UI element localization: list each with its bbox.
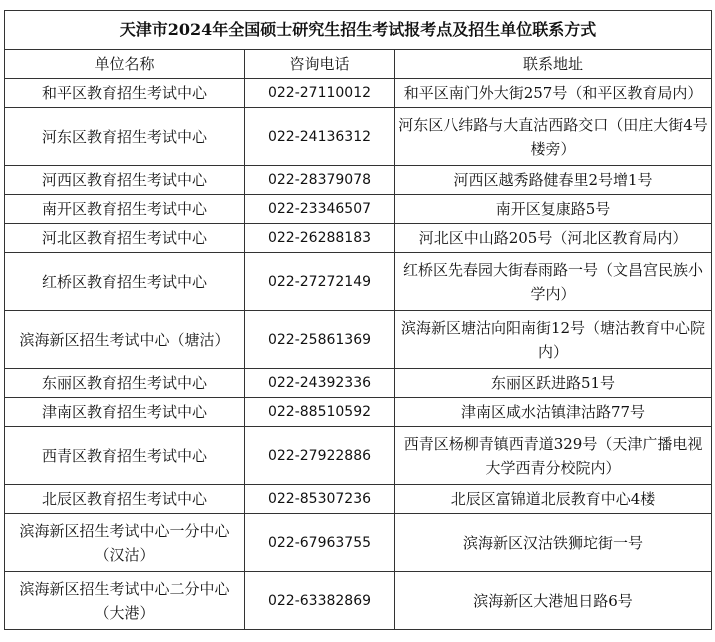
address: 东丽区跃进路51号	[395, 369, 712, 398]
address: 河北区中山路205号（河北区教育局内）	[395, 224, 712, 253]
address: 南开区复康路5号	[395, 195, 712, 224]
address: 河西区越秀路健春里2号增1号	[395, 166, 712, 195]
phone-number: 022-67963755	[245, 514, 395, 572]
table-row	[5, 514, 712, 572]
address: 和平区南门外大街257号（和平区教育局内）	[395, 79, 712, 108]
address: 滨海新区汉沽铁狮坨街一号	[395, 514, 712, 572]
table-title: 天津市2024年全国硕士研究生招生考试报考点及招生单位联系方式	[5, 11, 712, 50]
table-row	[5, 369, 712, 398]
phone-number: 022-24136312	[245, 108, 395, 166]
table-row	[5, 166, 712, 195]
address: 滨海新区大港旭日路6号	[395, 572, 712, 630]
table-row	[5, 485, 712, 514]
unit-name: 西青区教育招生考试中心	[5, 427, 245, 485]
phone-number: 022-23346507	[245, 195, 395, 224]
phone-number: 022-27272149	[245, 253, 395, 311]
phone-number: 022-26288183	[245, 224, 395, 253]
column-header-address: 联系地址	[395, 50, 712, 79]
table-row	[5, 224, 712, 253]
unit-name: 滨海新区招生考试中心一分中心（汉沽）	[5, 514, 245, 572]
unit-name: 河北区教育招生考试中心	[5, 224, 245, 253]
header-row	[5, 50, 712, 79]
phone-number: 022-63382869	[245, 572, 395, 630]
unit-name: 津南区教育招生考试中心	[5, 398, 245, 427]
address: 北辰区富锦道北辰教育中心4楼	[395, 485, 712, 514]
contact-table	[4, 10, 712, 630]
address: 河东区八纬路与大直沽西路交口（田庄大街4号楼旁）	[395, 108, 712, 166]
unit-name: 河西区教育招生考试中心	[5, 166, 245, 195]
unit-name: 东丽区教育招生考试中心	[5, 369, 245, 398]
table-row	[5, 572, 712, 630]
address: 红桥区先春园大街春雨路一号（文昌宫民族小学内）	[395, 253, 712, 311]
unit-name: 和平区教育招生考试中心	[5, 79, 245, 108]
phone-number: 022-24392336	[245, 369, 395, 398]
table-row	[5, 108, 712, 166]
address: 滨海新区塘沽向阳南街12号（塘沽教育中心院内）	[395, 311, 712, 369]
table-row	[5, 427, 712, 485]
column-header-phone: 咨询电话	[245, 50, 395, 79]
phone-number: 022-27922886	[245, 427, 395, 485]
phone-number: 022-28379078	[245, 166, 395, 195]
phone-number: 022-85307236	[245, 485, 395, 514]
unit-name: 北辰区教育招生考试中心	[5, 485, 245, 514]
address: 津南区咸水沽镇津沽路77号	[395, 398, 712, 427]
unit-name: 河东区教育招生考试中心	[5, 108, 245, 166]
phone-number: 022-25861369	[245, 311, 395, 369]
unit-name: 滨海新区招生考试中心（塘沽）	[5, 311, 245, 369]
address: 西青区杨柳青镇西青道329号（天津广播电视大学西青分校院内）	[395, 427, 712, 485]
unit-name: 红桥区教育招生考试中心	[5, 253, 245, 311]
table-row	[5, 311, 712, 369]
unit-name: 南开区教育招生考试中心	[5, 195, 245, 224]
table-row	[5, 398, 712, 427]
table-row	[5, 195, 712, 224]
table-row	[5, 253, 712, 311]
phone-number: 022-88510592	[245, 398, 395, 427]
phone-number: 022-27110012	[245, 79, 395, 108]
unit-name: 滨海新区招生考试中心二分中心（大港）	[5, 572, 245, 630]
table-row	[5, 79, 712, 108]
column-header-name: 单位名称	[5, 50, 245, 79]
